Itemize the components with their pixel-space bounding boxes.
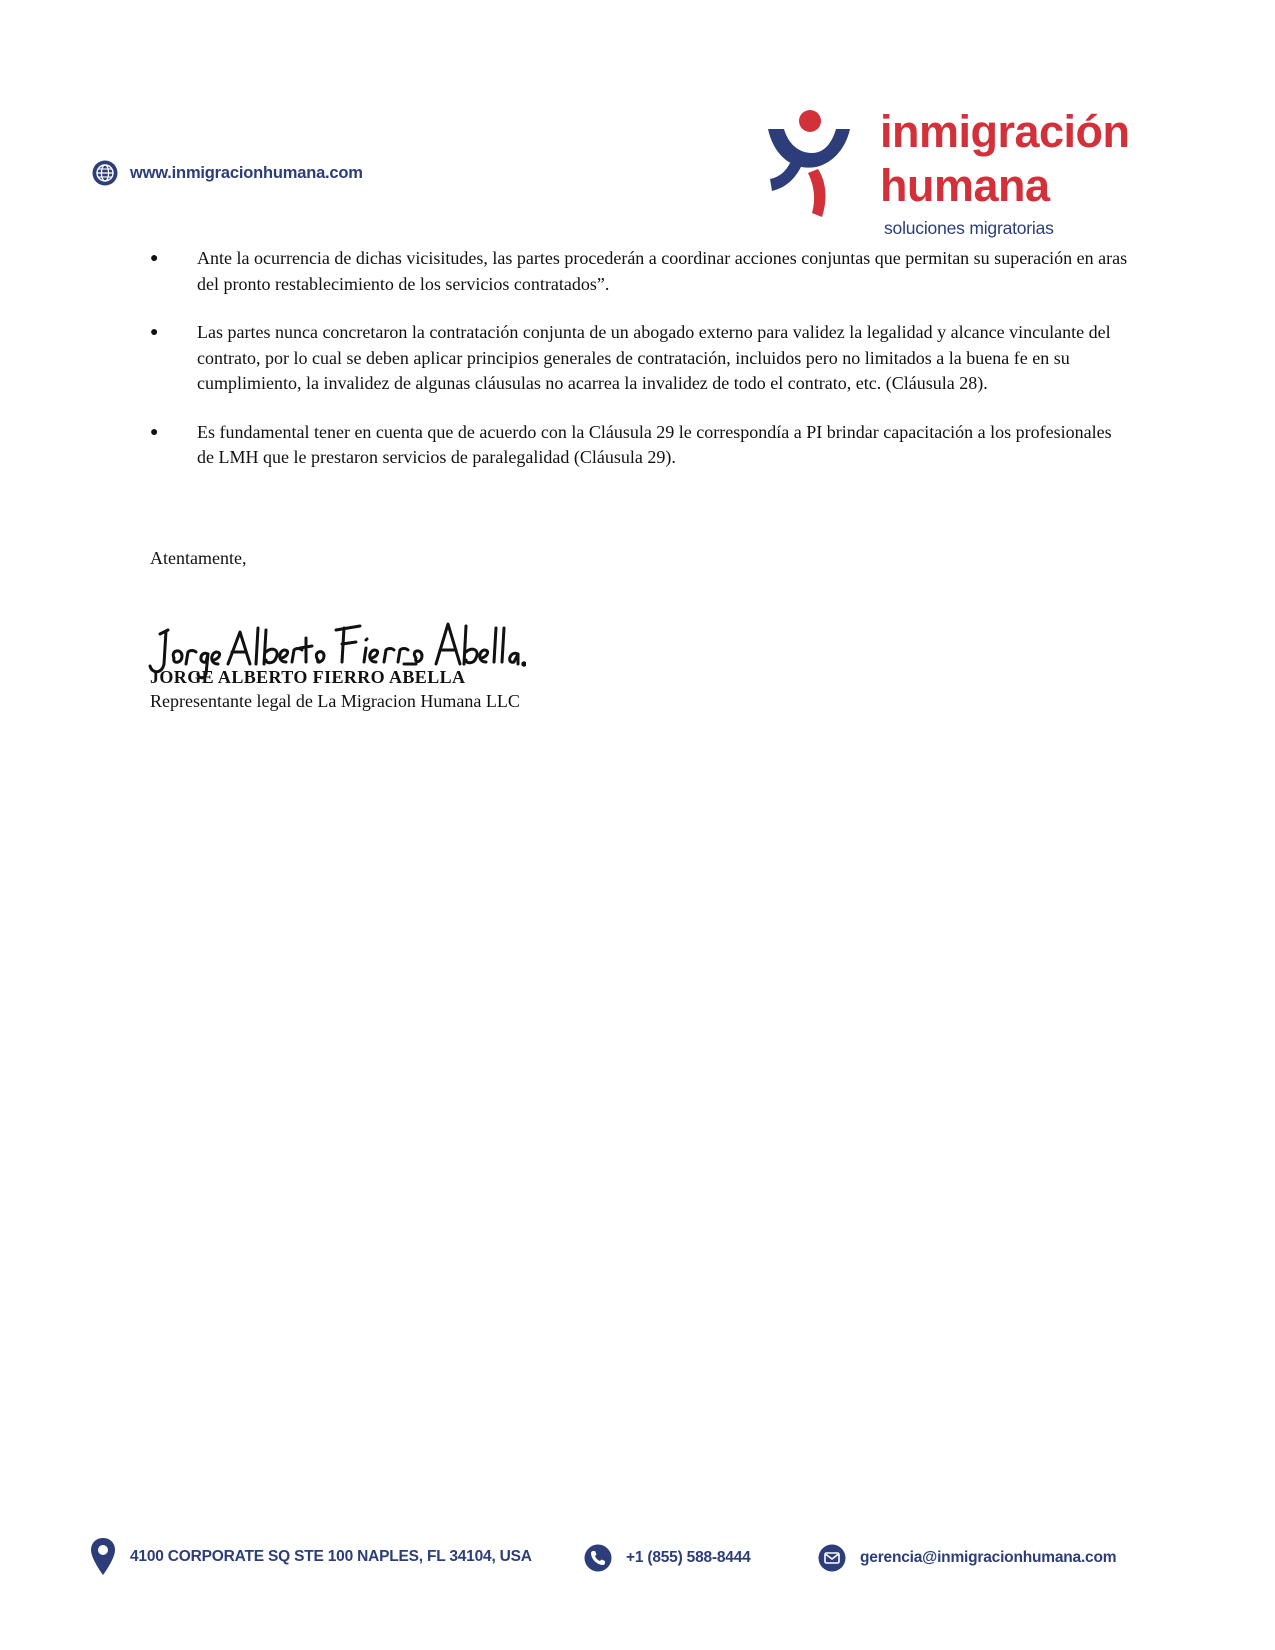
- email-text: gerencia@inmigracionhumana.com: [860, 1549, 1117, 1566]
- footer-email[interactable]: [818, 1544, 1116, 1572]
- website-url: www.inmigracionhumana.com: [130, 163, 363, 182]
- list-item: [150, 420, 1130, 471]
- globe-icon: [92, 160, 118, 186]
- list-item-text: Ante la ocurrencia de dichas vicisitudes, las partes procederán a coordinar acciones conjuntas que permitan su superación en aras del pronto restablecimiento de los servicios contratados”.: [197, 248, 1128, 294]
- closing-salutation: Atentamente,: [150, 548, 247, 568]
- company-logo: [764, 105, 1184, 245]
- bullet-icon: ●: [150, 251, 159, 266]
- footer-phone[interactable]: [584, 1544, 751, 1572]
- bullet-list: [150, 246, 1130, 494]
- list-item: [150, 320, 1130, 397]
- list-item: [150, 246, 1130, 297]
- phone-text: +1 (855) 588-8444: [626, 1549, 751, 1566]
- address-text: 4100 CORPORATE SQ STE 100 NAPLES, FL 34104, USA: [130, 1548, 532, 1565]
- bullet-icon: ●: [150, 325, 159, 340]
- footer-address: [90, 1537, 532, 1577]
- list-item-text: Es fundamental tener en cuenta que de acuerdo con la Cláusula 29 le correspondía a PI brindar capacitación a los profesionales de LMH que le prestaron servicios de paralegalidad (Cláusula 29).: [197, 421, 1112, 467]
- logo-wordmark-line2: humana: [880, 160, 1050, 211]
- signer-role: Representante legal de La Migracion Humana LLC: [150, 691, 520, 711]
- logo-tagline: soluciones migratorias: [884, 218, 1054, 238]
- list-item-text: Las partes nunca concretaron la contratación conjunta de un abogado externo para validez la legalidad y alcance vinculante del contrato, por lo cual se deben aplicar principios generales de contratación, incluidos pero no limitados a la buena fe en su cumplimiento, la invalidez de algunas cláusulas no acarrea la invalidez de todo el contrato, etc. (Cláusula 28).: [197, 322, 1111, 393]
- logo-figure-icon: [764, 107, 866, 227]
- location-pin-icon: [90, 1537, 116, 1577]
- mail-icon: [818, 1544, 846, 1572]
- header-website[interactable]: [92, 160, 363, 186]
- phone-icon: [584, 1544, 612, 1572]
- logo-wordmark-line1: inmigración: [880, 106, 1130, 157]
- signer-name: JORGE ALBERTO FIERRO ABELLA: [150, 667, 466, 687]
- bullet-icon: ●: [150, 424, 159, 440]
